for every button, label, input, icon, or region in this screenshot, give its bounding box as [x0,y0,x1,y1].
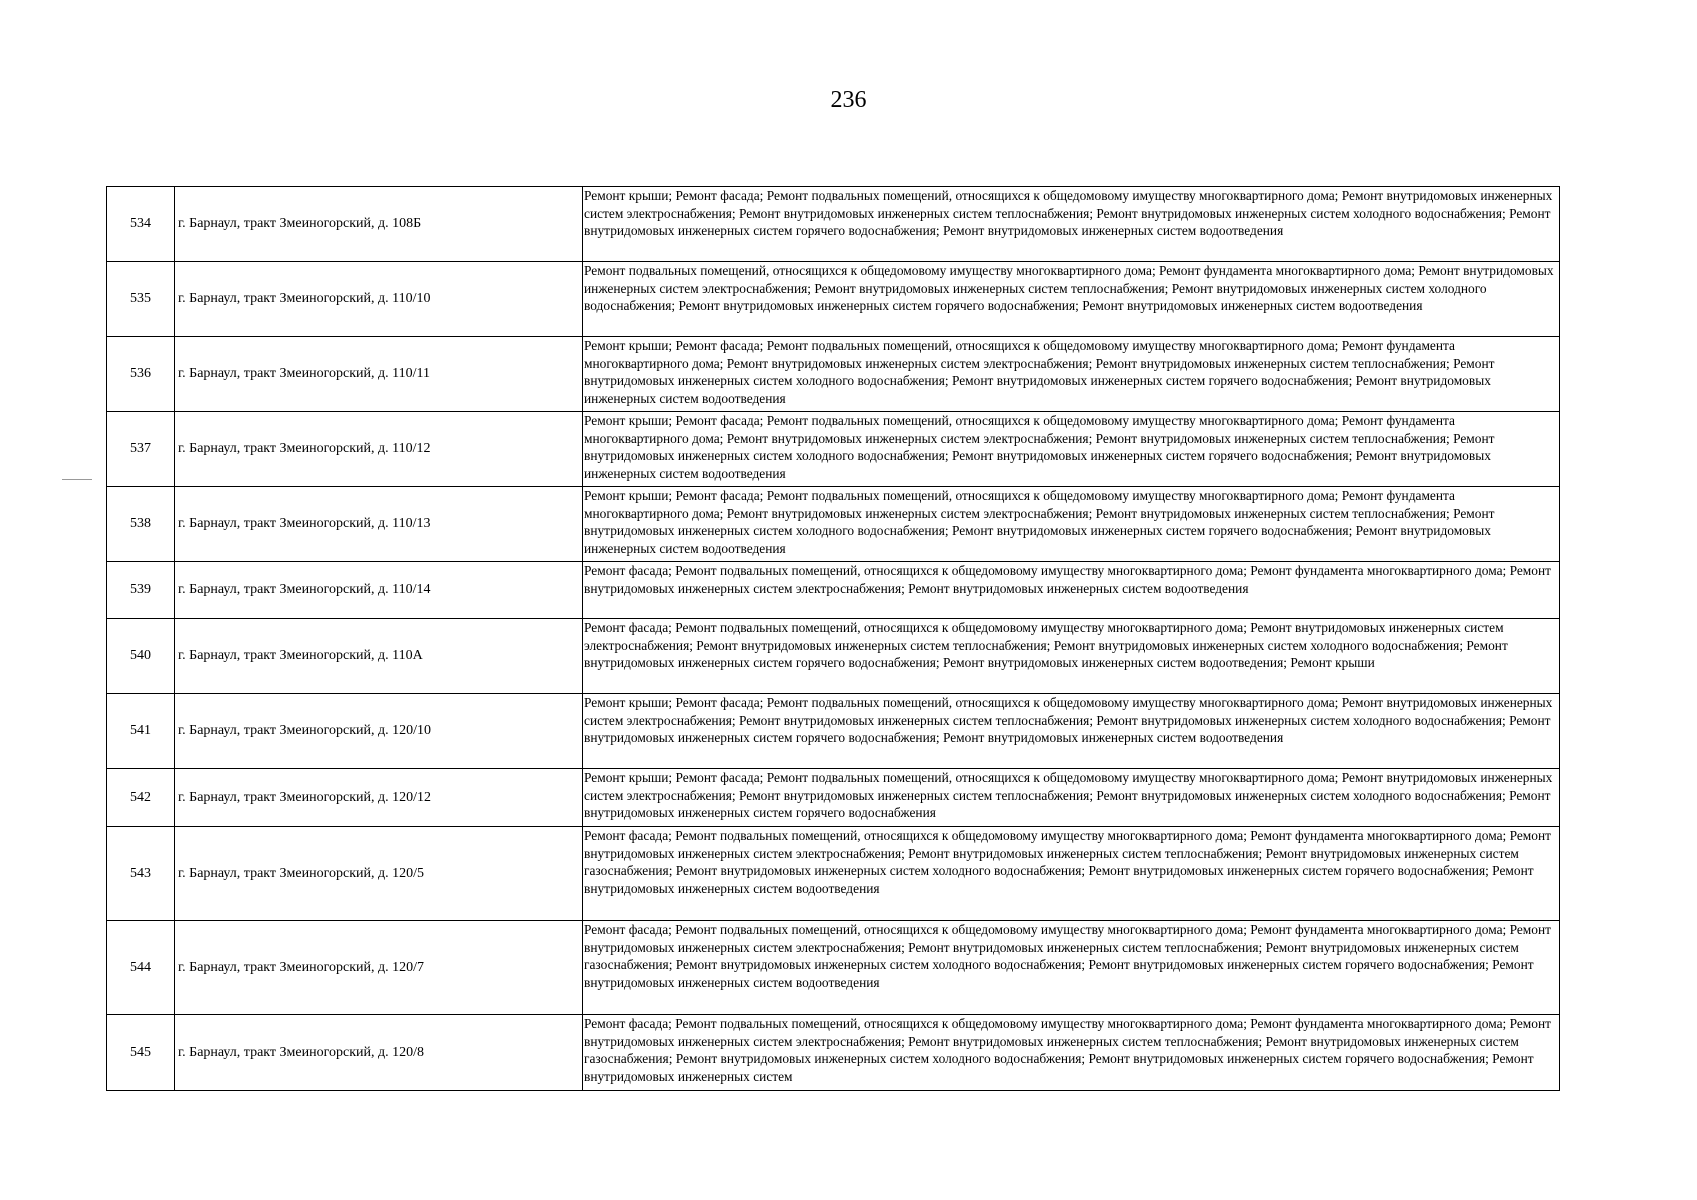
row-address: г. Барнаул, тракт Змеиногорский, д. 110А [175,619,583,694]
row-works [583,487,1560,562]
table-row [107,619,1560,694]
repair-list-table [106,186,1560,1091]
row-number: 537 [107,412,175,487]
row-address: г. Барнаул, тракт Змеиногорский, д. 120/8 [175,1015,583,1091]
row-number: 538 [107,487,175,562]
row-works-text: Ремонт фасада; Ремонт подвальных помещений, относящихся к общедомовому имуществу многоквартирного дома; Ремонт фундамента многоквартирного дома; Ремонт внутридомовых инженерных систем электроснабжения; Ремонт внутридомовых инженерных систем водоотведения [584,563,1551,596]
row-works [583,562,1560,619]
table-row [107,694,1560,769]
row-address: г. Барнаул, тракт Змеиногорский, д. 110/12 [175,412,583,487]
row-address: г. Барнаул, тракт Змеиногорский, д. 110/10 [175,262,583,337]
row-address: г. Барнаул, тракт Змеиногорский, д. 120/5 [175,827,583,921]
row-address: г. Барнаул, тракт Змеиногорский, д. 110/14 [175,562,583,619]
row-works-text: Ремонт крыши; Ремонт фасада; Ремонт подвальных помещений, относящихся к общедомовому имуществу многоквартирного дома; Ремонт фундамента многоквартирного дома; Ремонт внутридомовых инженерных систем электроснабжения; Ремонт внутридомовых инженерных систем теплоснабжения; Ремонт внутридомовых инженерных систем холодного водоснабжения; Ремонт внутридомовых инженерных систем горячего водоснабжения; Ремонт внутридомовых инженерных систем водоотведения [584,413,1495,481]
row-works-text: Ремонт крыши; Ремонт фасада; Ремонт подвальных помещений, относящихся к общедомовому имуществу многоквартирного дома; Ремонт внутридомовых инженерных систем электроснабжения; Ремонт внутридомовых инженерных систем теплоснабжения; Ремонт внутридомовых инженерных систем холодного водоснабжения; Ремонт внутридомовых инженерных систем горячего водоснабжения; Ремонт внутридомовых инженерных систем водоотведения [584,695,1553,745]
table-row [107,921,1560,1015]
row-works-text: Ремонт фасада; Ремонт подвальных помещений, относящихся к общедомовому имуществу многоквартирного дома; Ремонт внутридомовых инженерных систем электроснабжения; Ремонт внутридомовых инженерных систем теплоснабжения; Ремонт внутридомовых инженерных систем холодного водоснабжения; Ремонт внутридомовых инженерных систем горячего водоснабжения; Ремонт внутридомовых инженерных систем водоотведения; Ремонт крыши [584,620,1508,670]
row-works [583,619,1560,694]
row-works-text: Ремонт подвальных помещений, относящихся к общедомовому имуществу многоквартирного дома; Ремонт фундамента многоквартирного дома; Ремонт внутридомовых инженерных систем электроснабжения; Ремонт внутридомовых инженерных систем теплоснабжения; Ремонт внутридомовых инженерных систем холодного водоснабжения; Ремонт внутридомовых инженерных систем горячего водоснабжения; Ремонт внутридомовых инженерных систем водоотведения [584,263,1554,313]
table-row [107,769,1560,827]
row-address: г. Барнаул, тракт Змеиногорский, д. 108Б [175,187,583,262]
row-number: 544 [107,921,175,1015]
row-number: 540 [107,619,175,694]
row-address: г. Барнаул, тракт Змеиногорский, д. 120/7 [175,921,583,1015]
row-works [583,262,1560,337]
row-number: 539 [107,562,175,619]
row-address: г. Барнаул, тракт Змеиногорский, д. 120/12 [175,769,583,827]
row-number: 543 [107,827,175,921]
row-works-text: Ремонт крыши; Ремонт фасада; Ремонт подвальных помещений, относящихся к общедомовому имуществу многоквартирного дома; Ремонт внутридомовых инженерных систем электроснабжения; Ремонт внутридомовых инженерных систем теплоснабжения; Ремонт внутридомовых инженерных систем холодного водоснабжения; Ремонт внутридомовых инженерных систем горячего водоснабжения; Ремонт внутридомовых инженерных систем водоотведения [584,188,1553,238]
table-row [107,562,1560,619]
row-works [583,769,1560,827]
row-works-text: Ремонт крыши; Ремонт фасада; Ремонт подвальных помещений, относящихся к общедомовому имуществу многоквартирного дома; Ремонт внутридомовых инженерных систем электроснабжения; Ремонт внутридомовых инженерных систем теплоснабжения; Ремонт внутридомовых инженерных систем холодного водоснабжения; Ремонт внутридомовых инженерных систем горячего водоснабжения [584,770,1553,820]
table-row [107,487,1560,562]
row-works [583,827,1560,921]
row-address: г. Барнаул, тракт Змеиногорский, д. 120/10 [175,694,583,769]
row-address: г. Барнаул, тракт Змеиногорский, д. 110/11 [175,337,583,412]
margin-mark [62,479,92,480]
row-works-text: Ремонт фасада; Ремонт подвальных помещений, относящихся к общедомовому имуществу многоквартирного дома; Ремонт фундамента многоквартирного дома; Ремонт внутридомовых инженерных систем электроснабжения; Ремонт внутридомовых инженерных систем теплоснабжения; Ремонт внутридомовых инженерных систем газоснабжения; Ремонт внутридомовых инженерных систем холодного водоснабжения; Ремонт внутридомовых инженерных систем горячего водоснабжения; Ремонт внутридомовых инженерных систем водоотведения [584,922,1551,990]
table-row [107,262,1560,337]
row-works-text: Ремонт фасада; Ремонт подвальных помещений, относящихся к общедомовому имуществу многоквартирного дома; Ремонт фундамента многоквартирного дома; Ремонт внутридомовых инженерных систем электроснабжения; Ремонт внутридомовых инженерных систем теплоснабжения; Ремонт внутридомовых инженерных систем газоснабжения; Ремонт внутридомовых инженерных систем холодного водоснабжения; Ремонт внутридомовых инженерных систем горячего водоснабжения; Ремонт внутридомовых инженерных систем [584,1016,1551,1084]
table-row [107,1015,1560,1091]
table-row [107,412,1560,487]
row-works [583,694,1560,769]
row-number: 536 [107,337,175,412]
row-number: 542 [107,769,175,827]
page-number: 236 [830,87,867,113]
row-works [583,337,1560,412]
row-works [583,1015,1560,1091]
row-address: г. Барнаул, тракт Змеиногорский, д. 110/13 [175,487,583,562]
row-works-text: Ремонт крыши; Ремонт фасада; Ремонт подвальных помещений, относящихся к общедомовому имуществу многоквартирного дома; Ремонт фундамента многоквартирного дома; Ремонт внутридомовых инженерных систем электроснабжения; Ремонт внутридомовых инженерных систем теплоснабжения; Ремонт внутридомовых инженерных систем холодного водоснабжения; Ремонт внутридомовых инженерных систем горячего водоснабжения; Ремонт внутридомовых инженерных систем водоотведения [584,488,1495,556]
row-number: 541 [107,694,175,769]
row-number: 535 [107,262,175,337]
row-number: 534 [107,187,175,262]
row-number: 545 [107,1015,175,1091]
table-row [107,187,1560,262]
row-works [583,412,1560,487]
row-works [583,921,1560,1015]
table-row [107,337,1560,412]
row-works [583,187,1560,262]
row-works-text: Ремонт крыши; Ремонт фасада; Ремонт подвальных помещений, относящихся к общедомовому имуществу многоквартирного дома; Ремонт фундамента многоквартирного дома; Ремонт внутридомовых инженерных систем электроснабжения; Ремонт внутридомовых инженерных систем теплоснабжения; Ремонт внутридомовых инженерных систем холодного водоснабжения; Ремонт внутридомовых инженерных систем горячего водоснабжения; Ремонт внутридомовых инженерных систем водоотведения [584,338,1495,406]
row-works-text: Ремонт фасада; Ремонт подвальных помещений, относящихся к общедомовому имуществу многоквартирного дома; Ремонт фундамента многоквартирного дома; Ремонт внутридомовых инженерных систем электроснабжения; Ремонт внутридомовых инженерных систем теплоснабжения; Ремонт внутридомовых инженерных систем газоснабжения; Ремонт внутридомовых инженерных систем холодного водоснабжения; Ремонт внутридомовых инженерных систем горячего водоснабжения; Ремонт внутридомовых инженерных систем водоотведения [584,828,1551,896]
table-row [107,827,1560,921]
